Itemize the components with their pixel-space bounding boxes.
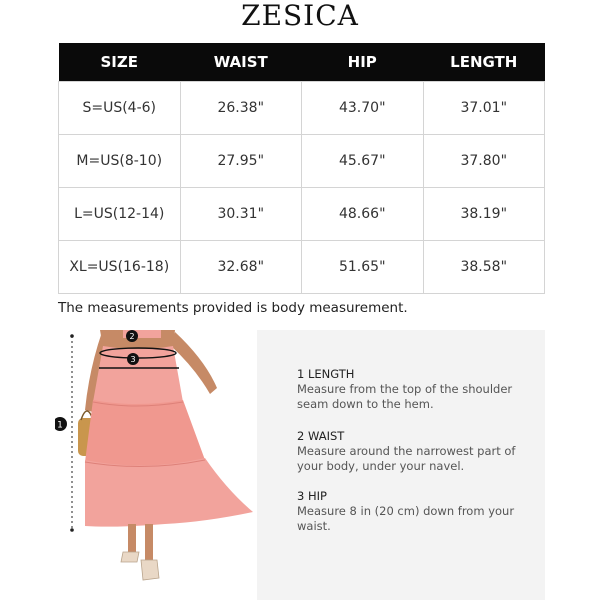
cell-size: M=US(8-10): [59, 135, 181, 188]
skirt-model-illustration: [55, 330, 255, 600]
size-chart-table: [58, 43, 545, 294]
left-leg: [128, 524, 136, 554]
cell-size: XL=US(16-18): [59, 241, 181, 294]
header-length: LENGTH: [423, 43, 545, 82]
skirt-tier-1: [93, 346, 183, 406]
svg-text:2: 2: [129, 332, 135, 341]
left-sandal: [121, 552, 139, 562]
header-waist: WAIST: [180, 43, 302, 82]
cell-length: 38.19": [423, 188, 545, 241]
cell-waist: 30.31": [180, 188, 302, 241]
marker-2: [126, 330, 138, 342]
table-header-row: [59, 43, 545, 82]
brand-logo: ZESICA: [241, 0, 359, 32]
table-row: [59, 82, 545, 135]
instruction-desc: Measure from the top of the shoulder seam down to the hem.: [297, 382, 513, 411]
right-leg: [145, 524, 153, 562]
cell-length: 38.58": [423, 241, 545, 294]
instruction-title: 3 HIP: [297, 489, 327, 503]
cell-size: L=US(12-14): [59, 188, 181, 241]
cell-length: 37.01": [423, 82, 545, 135]
cell-hip: 45.67": [302, 135, 424, 188]
cell-hip: 43.70": [302, 82, 424, 135]
instruction-title: 2 WAIST: [297, 429, 345, 443]
measurement-note: The measurements provided is body measurement.: [58, 300, 408, 316]
marker-1: [55, 417, 67, 431]
instruction-desc: Measure around the narrowest part of your body, under your navel.: [297, 444, 516, 473]
table-row: [59, 135, 545, 188]
skirt-tier-3: [85, 458, 253, 527]
length-guide-top: [70, 334, 74, 338]
instruction-hip: [297, 489, 537, 534]
cell-length: 37.80": [423, 135, 545, 188]
instruction-waist: [297, 429, 537, 474]
instruction-desc: Measure 8 in (20 cm) down from your waist.: [297, 504, 515, 533]
cell-waist: 27.95": [180, 135, 302, 188]
instruction-length: [297, 367, 537, 412]
instruction-title: 1 LENGTH: [297, 367, 355, 381]
right-sandal: [141, 560, 159, 580]
cell-waist: 32.68": [180, 241, 302, 294]
length-guide-bottom: [70, 528, 74, 532]
skirt-tier-2: [85, 400, 205, 467]
cell-waist: 26.38": [180, 82, 302, 135]
header-size: SIZE: [59, 43, 181, 82]
marker-3: [127, 353, 139, 365]
cell-hip: 48.66": [302, 188, 424, 241]
cell-size: S=US(4-6): [59, 82, 181, 135]
svg-text:1: 1: [57, 420, 63, 431]
cell-hip: 51.65": [302, 241, 424, 294]
table-row: [59, 188, 545, 241]
table-row: [59, 241, 545, 294]
header-hip: HIP: [302, 43, 424, 82]
measure-instructions-panel: [257, 330, 545, 600]
svg-text:3: 3: [130, 355, 136, 364]
